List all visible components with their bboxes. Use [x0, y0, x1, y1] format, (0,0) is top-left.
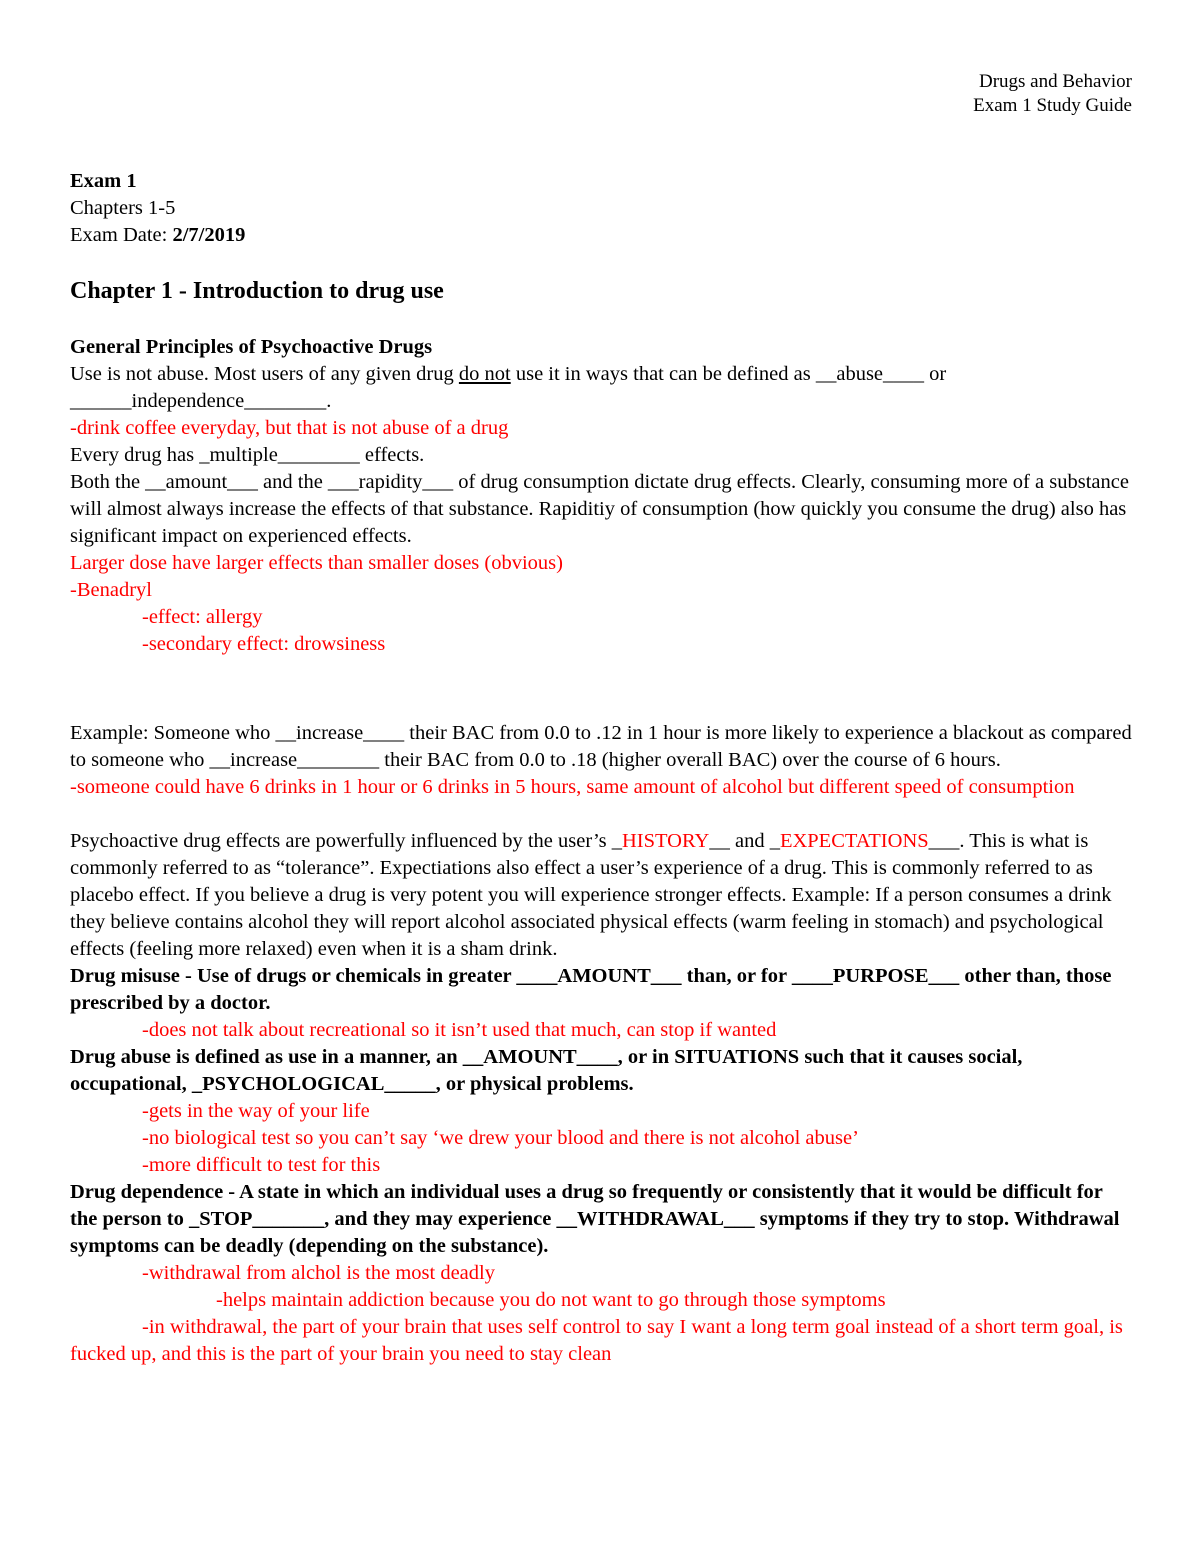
note-coffee: -drink coffee everyday, but that is not abuse of a drug [70, 417, 509, 439]
p5-text-b: __ and _ [709, 830, 780, 852]
exam-title: Exam 1 [70, 170, 137, 192]
note-alcohol-withdrawal: -withdrawal from alchol is the most deadly [142, 1262, 495, 1284]
p5-expectations: EXPECTATIONS [779, 830, 929, 852]
note-maintain-addiction: -helps maintain addiction because you do not want to go through those symptoms [216, 1289, 886, 1311]
definition-drug-dependence: Drug dependence - A state in which an individual uses a drug so frequently or consistently that it would be difficult for the person to _STOP_______, and they may experience __WITHDRAWAL___ symptoms if they try to stop. Withdrawal symptoms can be deadly (depending on the substance). [70, 1181, 1120, 1257]
exam-date-value: 2/7/2019 [172, 224, 246, 246]
note-self-control: -in withdrawal, the part of your brain that uses self control to say I want a long term goal instead of a short term goal, is fucked up, and this is the part of your brain you need to stay clean [70, 1316, 1123, 1365]
exam-chapters: Chapters 1-5 [70, 197, 176, 219]
exam-date-label: Exam Date: [70, 224, 173, 246]
note-benadryl: -Benadryl [70, 579, 152, 601]
definition-drug-abuse: Drug abuse is defined as use in a manner, an __AMOUNT____, or in SITUATIONS such that it causes social, occupational, _PSYCHOLOGICAL_____, or physical problems. [70, 1046, 1023, 1095]
note-no-biological-test: -no biological test so you can’t say ‘we drew your blood and there is not alcohol abuse’ [142, 1127, 859, 1149]
chapter-heading: Chapter 1 - Introduction to drug use [70, 278, 444, 304]
paragraph-amount-rapidity: Both the __amount___ and the ___rapidity___ of drug consumption dictate drug effects. Clearly, consuming more of a substance will almost always increase the effects of that substance. Rapiditiy of consumption (how quickly you consume the drug) also has significant impact on experienced effects. [70, 471, 1129, 547]
p1-text-b: use it in ways that can be defined as __abuse____ or ______independence________. [70, 363, 947, 412]
header-course: Drugs and Behavior [978, 71, 1132, 92]
note-larger-dose: Larger dose have larger effects than smaller doses (obvious) [70, 552, 563, 574]
section-heading: General Principles of Psychoactive Drugs [70, 336, 433, 358]
p5-text-c: ___. This is what is commonly referred to as “tolerance”. Expectiations also effect a user’s experience of a drug. This is commonly referred to as placebo effect. If you believe a drug is very potent you will experience stronger effects. Example: If a person consumes a drink they believe contains alcohol they will report alcohol associated physical effects (warm feeling in stomach) and psychological effects (feeling more relaxed) even when it is a sham drink. [70, 830, 1112, 960]
paragraph-bac-example: Example: Someone who __increase____ their BAC from 0.0 to .12 in 1 hour is more likely to experience a blackout as compared to someone who __increase________ their BAC from 0.0 to .18 (higher overall BAC) over the course of 6 hours. [70, 722, 1132, 771]
page-header [70, 70, 1132, 118]
note-effect-allergy: -effect: allergy [142, 606, 263, 628]
p5-history: HISTORY [622, 830, 710, 852]
document-page [70, 70, 1132, 1368]
definition-drug-misuse: Drug misuse - Use of drugs or chemicals in greater ____AMOUNT___ than, or for ____PURPOSE___ other than, those prescribed by a doctor. [70, 965, 1112, 1014]
p5-text-a: Psychoactive drug effects are powerfully influenced by the user’s _ [70, 830, 622, 852]
paragraph-use-not-abuse [70, 361, 1132, 415]
p1-underlined: do not [458, 363, 511, 385]
paragraph-history-expectations [70, 828, 1132, 963]
note-difficult-to-test: -more difficult to test for this [142, 1154, 381, 1176]
note-gets-in-way: -gets in the way of your life [142, 1100, 370, 1122]
paragraph-multiple-effects: Every drug has _multiple________ effects. [70, 444, 425, 466]
exam-date [70, 222, 1132, 249]
note-secondary-effect: -secondary effect: drowsiness [142, 633, 386, 655]
note-recreational: -does not talk about recreational so it isn’t used that much, can stop if wanted [142, 1019, 777, 1041]
p1-text-a: Use is not abuse. Most users of any given drug [70, 363, 459, 385]
header-guide: Exam 1 Study Guide [973, 95, 1132, 116]
note-drinks-speed: -someone could have 6 drinks in 1 hour or 6 drinks in 5 hours, same amount of alcohol but different speed of consumption [70, 776, 1075, 798]
